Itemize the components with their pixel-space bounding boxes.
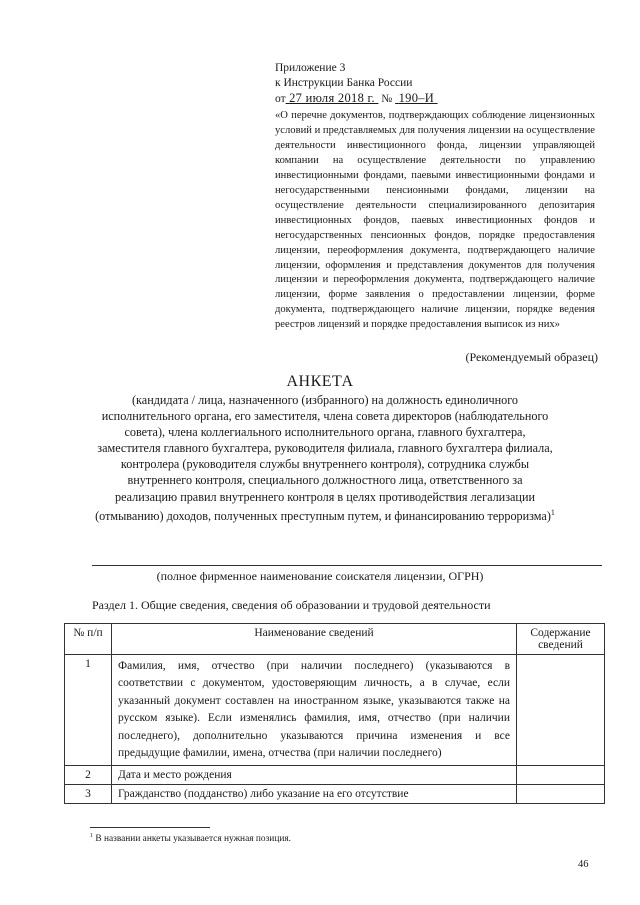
row-content xyxy=(517,655,605,766)
header-content: Содержание сведений xyxy=(517,624,605,655)
table-row xyxy=(65,785,605,804)
reference-prefix: от xyxy=(275,93,286,105)
footnote-text: В названии анкеты указывается нужная позиция. xyxy=(95,834,292,845)
reference-date: 27 июля 2018 г. xyxy=(289,91,375,105)
reference-number-sign: № xyxy=(381,93,393,105)
subtitle-text: (кандидата / лица, назначенного (избранного) на должность единоличного исполнительного органа, его заместителя, члена совета директоров (наблюдательного совета), члена коллегиального исполнительного органа, главного бухгалтера, заместителя главного бухгалтера, руководителя филиала, главного бухгалтера филиала, контролера (руководителя службы внутреннего контроля), сотрудника службы внутреннего контроля, специального должностного лица, ответственного за реализацию правил внутреннего контроля в целях противодействия легализации (отмыванию) доходов, полученных преступным путем, и финансированию терроризма) xyxy=(95,393,553,523)
subtitle-footnote-mark: 1 xyxy=(550,507,555,517)
appendix-number: Приложение 3 xyxy=(275,62,346,74)
row-number: 1 xyxy=(65,655,112,766)
form-title: АНКЕТА xyxy=(286,373,354,390)
section-title: Раздел 1. Общие сведения, сведения об образовании и трудовой деятельности xyxy=(92,598,491,612)
applicant-name-line xyxy=(92,565,602,566)
applicant-caption: (полное фирменное наименование соискателя лицензии, ОГРН) xyxy=(156,569,484,583)
footnote-mark: 1 xyxy=(90,833,93,839)
info-table xyxy=(64,623,605,804)
row-number: 2 xyxy=(65,766,112,785)
footnote-divider xyxy=(90,827,210,828)
header-name: Наименование сведений xyxy=(112,624,517,655)
appendix-description: «О перечне документов, подтверждающих соблюдение лицензионных условий и представляемых для получения лицензии на осуществление деятельности инвестиционного фонда, лицензии управляющей компании на осуществление деятельности по управлению инвестиционными фондами, паевыми инвестиционными фондами и негосударственными пенсионными фондами, лицензии на осуществление деятельности специализированного депозитария инвестиционных фондов, паевых инвестиционных фондов и негосударственных пенсионных фондов, порядке предоставления лицензии, переоформления документа, подтверждающего наличие лицензии, оформления и представления документов для получения лицензии и переоформления документа, подтверждающего наличие лицензии, форме заявления о предоставлении лицензии, форме документа, подтверждающего наличие лицензии, порядке ведения реестров лицензий и порядке предоставления выписок из них» xyxy=(275,110,595,331)
table-header-row xyxy=(65,624,605,655)
recommended-sample-note: (Рекомендуемый образец) xyxy=(465,350,598,364)
table-row xyxy=(65,655,605,766)
form-subtitle xyxy=(95,392,555,524)
appendix-instruction: к Инструкции Банка России xyxy=(275,77,413,89)
row-number: 3 xyxy=(65,785,112,804)
row-content xyxy=(517,766,605,785)
appendix-header xyxy=(275,61,438,107)
reference-number: 190–И xyxy=(398,91,435,105)
table-row xyxy=(65,766,605,785)
row-name: Дата и место рождения xyxy=(112,766,517,785)
row-name: Фамилия, имя, отчество (при наличии последнего) (указываются в соответствии с документом, удостоверяющим личность, а в случае, если указанный документ составлен на иностранном языке, указываются также на русском языке). Если изменялись фамилия, имя, отчество (при наличии последнего), дополнительно указываются причина изменения и все предыдущие фамилии, имена, отчества (при наличии последнего) xyxy=(112,655,517,766)
row-name: Гражданство (подданство) либо указание на его отсутствие xyxy=(112,785,517,804)
page-number: 46 xyxy=(578,859,589,870)
header-number: № п/п xyxy=(65,624,112,655)
appendix-reference xyxy=(275,91,438,107)
footnote xyxy=(90,833,291,844)
row-content xyxy=(517,785,605,804)
